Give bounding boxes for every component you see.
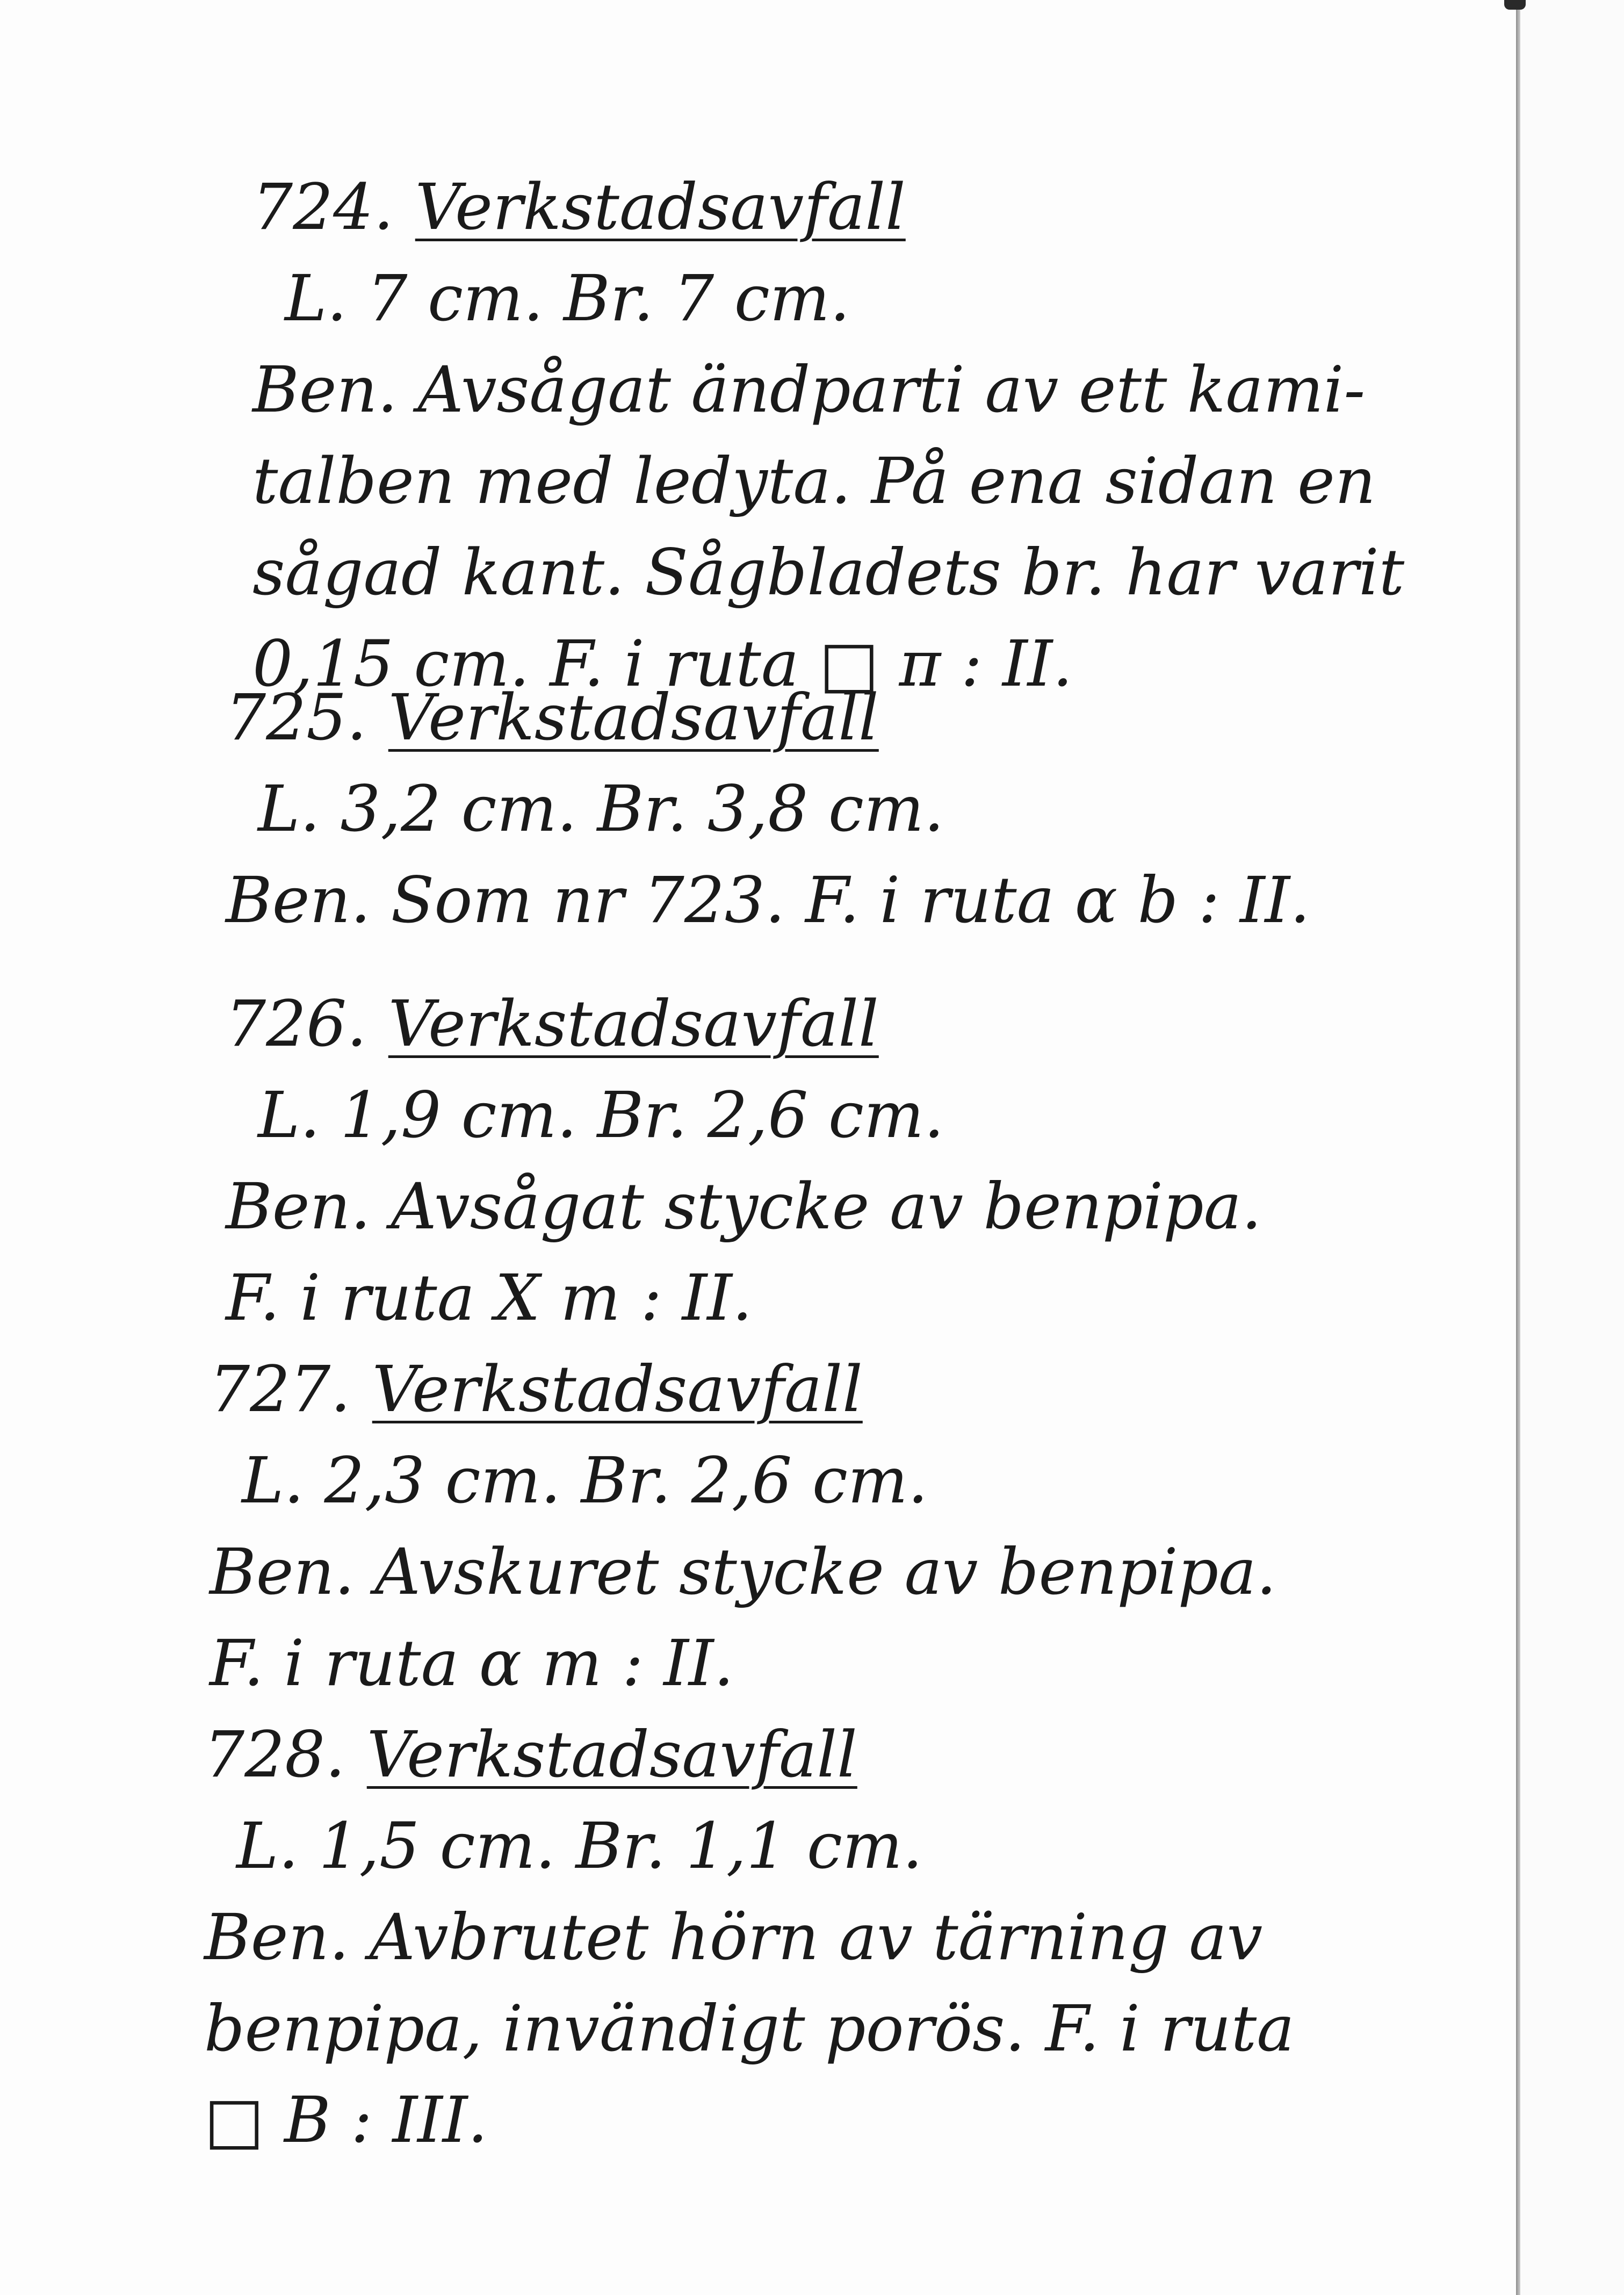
entry-text-line: □ B : III. bbox=[204, 2083, 488, 2157]
entry-heading bbox=[204, 1709, 1295, 1800]
page-right-margin bbox=[1520, 0, 1624, 2295]
entry-title: Verkstadsavfall bbox=[388, 680, 879, 754]
catalog-entry-728 bbox=[204, 1709, 1295, 2165]
entry-heading bbox=[226, 672, 1310, 763]
page-binding-edge bbox=[1516, 0, 1520, 2295]
entry-text-line: Ben. Som nr 723. F. i ruta α b : II. bbox=[226, 863, 1310, 937]
entry-dimensions: L. 1,5 cm. Br. 1,1 cm. bbox=[236, 1809, 923, 1883]
entry-text-line: Ben. Avskuret stycke av benpipa. bbox=[210, 1535, 1277, 1609]
entry-dimensions: L. 7 cm. Br. 7 cm. bbox=[285, 261, 850, 335]
entry-heading bbox=[252, 161, 1404, 253]
catalog-entry-725 bbox=[226, 672, 1310, 946]
entry-dimensions: L. 2,3 cm. Br. 2,6 cm. bbox=[242, 1443, 928, 1517]
catalog-entry-727 bbox=[210, 1343, 1276, 1709]
entry-text-line: Ben. Avbrutet hörn av tärning av bbox=[204, 1900, 1263, 1974]
entry-text-line: talben med ledyta. På ena sidan en bbox=[252, 444, 1376, 518]
entry-dimensions: L. 3,2 cm. Br. 3,8 cm. bbox=[258, 772, 944, 846]
entry-number: 727. bbox=[210, 1352, 351, 1426]
entry-text-line: Ben. Avsågat ändparti av ett kami- bbox=[252, 352, 1366, 427]
entry-title: Verkstadsavfall bbox=[366, 1717, 857, 1792]
entry-text-line: F. i ruta X m : II. bbox=[226, 1261, 753, 1335]
entry-text-line: F. i ruta α m : II. bbox=[210, 1626, 734, 1700]
catalog-entry-726 bbox=[226, 978, 1262, 1343]
entry-number: 725. bbox=[226, 680, 367, 754]
entry-title: Verkstadsavfall bbox=[388, 987, 879, 1061]
entry-number: 728. bbox=[204, 1717, 345, 1792]
entry-title: Verkstadsavfall bbox=[415, 170, 906, 244]
entry-heading bbox=[226, 978, 1262, 1069]
entry-title: Verkstadsavfall bbox=[372, 1352, 863, 1426]
entry-heading bbox=[210, 1343, 1276, 1435]
entry-text-line: benpipa, invändigt porös. F. i ruta bbox=[204, 1991, 1295, 2066]
corner-mark bbox=[1504, 0, 1526, 10]
entry-text-line: sågad kant. Sågbladets br. har varit bbox=[252, 535, 1405, 609]
entry-text-line: Ben. Avsågat stycke av benpipa. bbox=[226, 1169, 1262, 1243]
entry-number: 726. bbox=[226, 987, 367, 1061]
catalog-entry-724 bbox=[252, 161, 1404, 709]
entry-number: 724. bbox=[252, 170, 394, 244]
entry-text-line: 0,15 cm. F. i ruta □ π : II. bbox=[252, 627, 1073, 701]
entry-dimensions: L. 1,9 cm. Br. 2,6 cm. bbox=[258, 1078, 944, 1152]
